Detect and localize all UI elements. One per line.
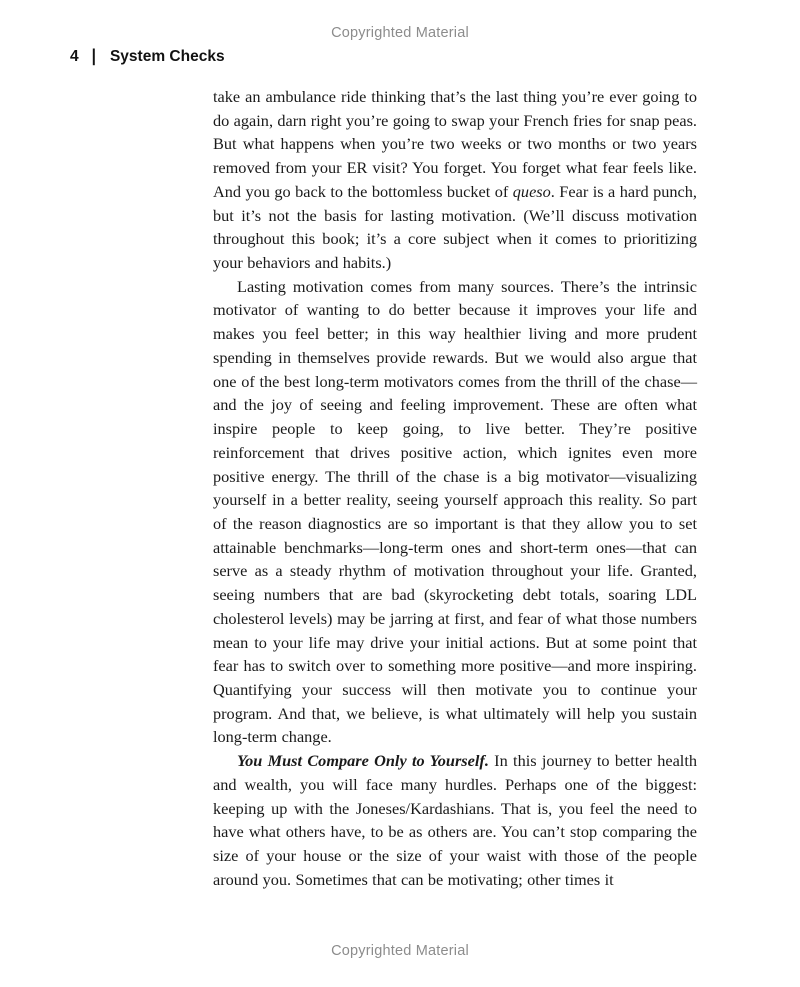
paragraph <box>213 749 697 891</box>
text-segment: . Fear is a hard punch, but it’s not the basis for lasting motivation. (We’ll discuss motivation throughout this book; it’s a core subject when it comes to prioritizing your behaviors and habits.) <box>213 181 697 273</box>
text-segment: Lasting motivation comes from many sources. There’s the intrinsic motivator of wanting to do better because it improves your life and makes you feel better; in this way healthier living and more prudent spending in themselves provide rewards. But we would also argue that one of the best long-term motivators comes from the thrill of the chase—and the joy of seeing and feeling improvement. These are often what inspire people to keep going, to live better. They’re positive reinforcement that drives positive action, which ignites even more positive energy. The thrill of the chase is a big motivator—visualizing yourself in a better reality, seeing yourself approach this reality. So part of the reason diagnostics are so important is that they allow you to set attainable benchmarks—long-term ones and short-term ones—that can serve as a steady rhythm of motivation throughout your life. Granted, seeing numbers that are bad (skyrocketing debt totals, soaring LDL cholesterol levels) may be jarring at first, and fear of what those numbers mean to your life may drive your initial actions. But at some point that fear has to switch over to something more positive—and more inspiring. Quantifying your success will then motivate you to continue your program. And that, we believe, is what ultimately will help you sustain long-term change. <box>213 276 697 747</box>
running-header <box>70 48 225 66</box>
copyright-notice-top: Copyrighted Material <box>331 25 469 41</box>
body-text <box>213 85 697 891</box>
text-segment-bold-italic: You Must Compare Only to Yourself. <box>237 751 489 771</box>
copyright-notice-bottom: Copyrighted Material <box>331 943 469 959</box>
text-segment: take an ambulance ride thinking that’s the last thing you’re ever going to do again, darn right you’re going to swap your French fries for snap peas. But what happens when you’re two weeks or two months or two years removed from your ER visit? You forget. You forget what fear feels like. And you go back to the bottomless bucket of <box>213 87 697 201</box>
page-number: 4 <box>70 48 79 65</box>
paragraph <box>213 275 697 749</box>
text-segment: In this journey to better health and wealth, you will face many hurdles. Perhaps one of the biggest: keeping up with the Joneses/Kardashians. That is, you feel the need to have what others have, to be as others are. You can’t stop comparing the size of your house or the size of your waist with those of the people around you. Sometimes that can be motivating; other times it <box>213 751 697 889</box>
text-segment-italic: queso <box>512 181 551 201</box>
chapter-title: System Checks <box>109 48 225 65</box>
paragraph <box>213 85 697 275</box>
header-separator: | <box>91 46 96 67</box>
